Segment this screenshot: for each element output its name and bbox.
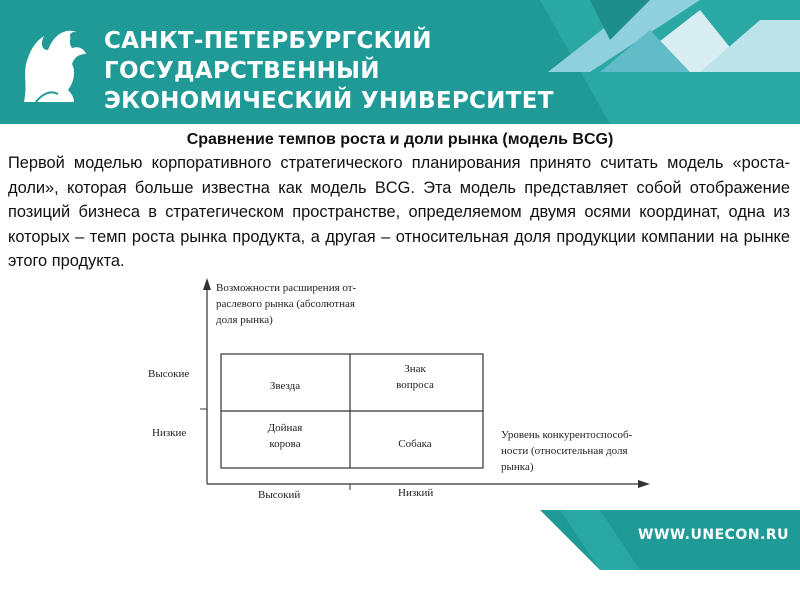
x-axis-title-line: рынка) bbox=[501, 461, 534, 473]
y-axis-title-line: доля рынка) bbox=[216, 314, 273, 326]
slide-paragraph: Первой моделью корпоративного стратегического планирования принято считать модель «роста-доли», которая больше известна как модель BCG. Эта модель представляет собой отображение позиций бизнеса в стратегическом пространстве, определяемом двумя осями координат, одна из которых – темп роста рынка продукта, а другая – относительная доля продукции компании на рынке этого продукта. bbox=[8, 154, 790, 270]
griffin-logo-icon bbox=[14, 24, 96, 106]
y-label-high: Высокие bbox=[148, 368, 190, 380]
cell-cow-line: корова bbox=[269, 438, 301, 450]
y-axis-title-line: Возможности расширения от- bbox=[216, 282, 357, 294]
x-axis-title-line: Уровень конкурентоспособ- bbox=[501, 429, 633, 441]
header-banner bbox=[0, 0, 800, 124]
slide-title: Сравнение темпов роста и доли рынка (модель BCG) bbox=[186, 131, 614, 148]
university-name-line: САНКТ-ПЕТЕРБУРГСКИЙ bbox=[104, 28, 432, 54]
cell-question-line: Знак bbox=[404, 363, 426, 375]
university-name-line: ГОСУДАРСТВЕННЫЙ bbox=[104, 58, 380, 84]
cell-cash-cow bbox=[220, 420, 350, 452]
website-link[interactable]: WWW.UNECON.RU bbox=[638, 527, 790, 543]
y-axis-title bbox=[216, 280, 356, 328]
university-name-line: ЭКОНОМИЧЕСКИЙ УНИВЕРСИТЕТ bbox=[104, 88, 554, 114]
y-axis-arrow bbox=[203, 278, 211, 290]
x-label-low: Низкий bbox=[398, 487, 434, 499]
y-label-low: Низкие bbox=[152, 427, 187, 439]
x-label-high: Высокий bbox=[258, 489, 301, 501]
cell-cow-line: Дойная bbox=[267, 422, 303, 434]
x-axis-title-line: ности (относительная доля bbox=[501, 445, 628, 457]
y-axis-title-line: раслевого рынка (абсолютная bbox=[216, 298, 355, 310]
cell-question-mark bbox=[350, 361, 480, 393]
x-axis-title bbox=[501, 427, 632, 475]
x-axis-arrow bbox=[638, 480, 650, 488]
university-name bbox=[104, 26, 554, 116]
cell-question-line: вопроса bbox=[396, 379, 434, 391]
cell-dog: Собака bbox=[398, 438, 432, 450]
cell-star: Звезда bbox=[269, 380, 301, 392]
